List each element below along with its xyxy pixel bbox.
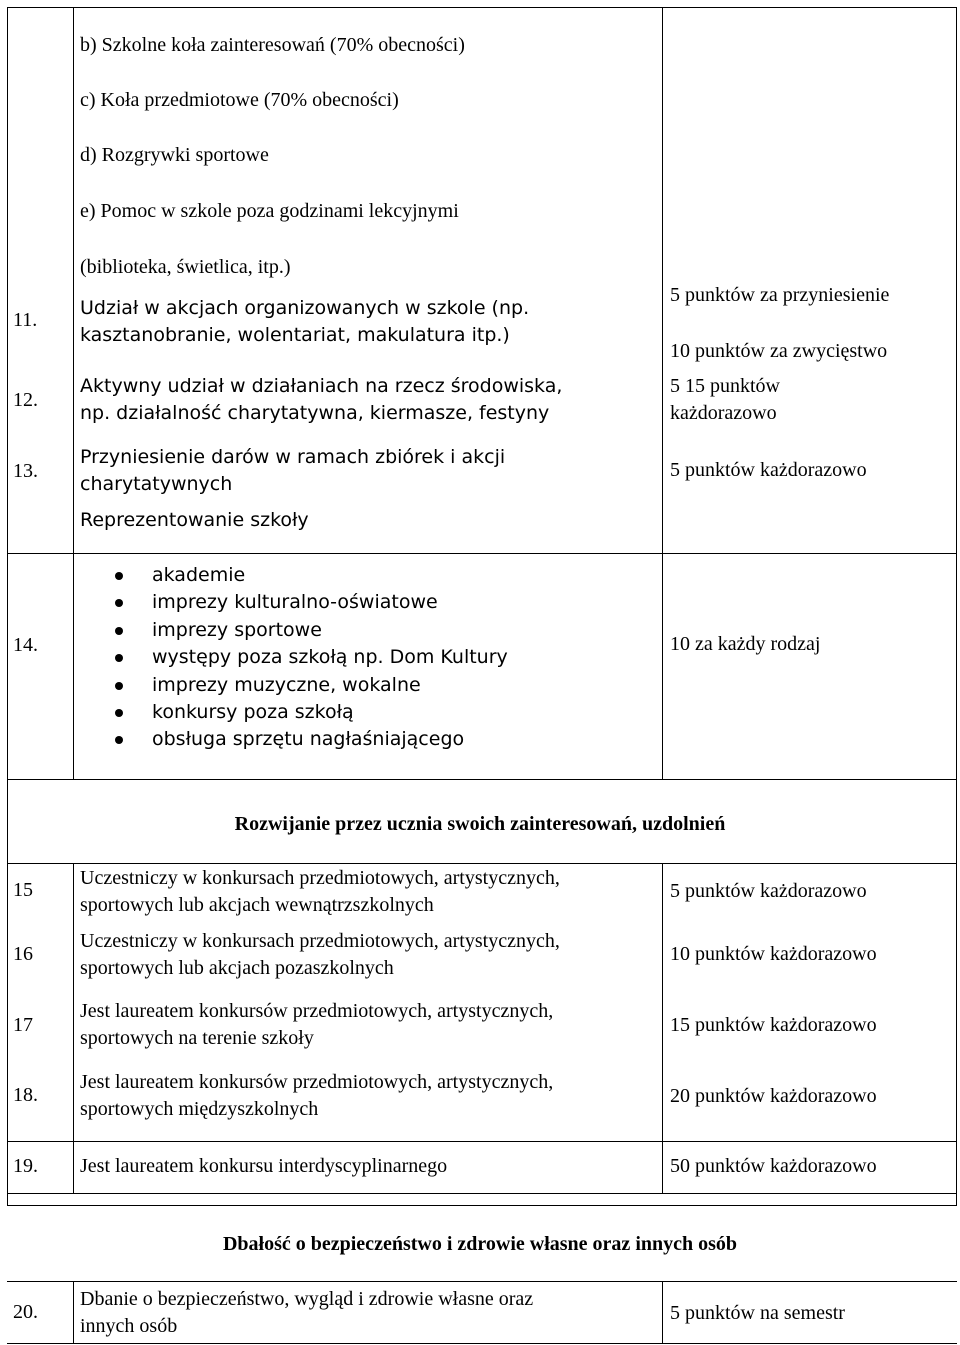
table-border [7, 1193, 957, 1194]
row-number: 14. [13, 634, 38, 656]
row-points: 5 punktów na semestr [670, 1302, 845, 1324]
list-item: występy poza szkołą np. Dom Kultury [115, 644, 508, 671]
table-border [956, 7, 957, 780]
row-description: sportowych międzyszkolnych [80, 1098, 319, 1120]
row-description: innych osób [80, 1315, 178, 1337]
row-number: 12. [13, 389, 38, 411]
row-description: Dbanie o bezpieczeństwo, wygląd i zdrowie własne oraz [80, 1288, 534, 1310]
row-description: np. działalność charytatywna, kiermasze, festyny [80, 402, 550, 424]
row-description: kasztanobranie, wolentariat, makulatura itp.) [80, 324, 510, 346]
row-description: Przyniesienie darów w ramach zbiórek i akcji [80, 446, 506, 468]
row-description: Uczestniczy w konkursach przedmiotowych, artystycznych, [80, 867, 560, 889]
list-item: akademie [115, 562, 508, 589]
row-points: 15 punktów każdorazowo [670, 1014, 877, 1036]
row-number: 15 [13, 879, 33, 901]
table-border [7, 7, 957, 8]
row-points: 5 punktów każdorazowo [670, 459, 867, 481]
row-description: sportowych na terenie szkoły [80, 1027, 314, 1049]
row-description: Jest laureatem konkursów przedmiotowych, artystycznych, [80, 1071, 554, 1093]
list-item: imprezy kulturalno-oświatowe [115, 589, 508, 616]
column-divider [662, 1281, 663, 1344]
row-number: 18. [13, 1084, 38, 1106]
row-points: 20 punktów każdorazowo [670, 1085, 877, 1107]
activity-item: e) Pomoc w szkole poza godzinami lekcyjnymi [80, 200, 459, 222]
table-border [7, 863, 957, 864]
table-border [7, 779, 957, 780]
row-points: 10 za każdy rodzaj [670, 633, 821, 655]
row-number: 19. [13, 1155, 38, 1177]
section-heading: Rozwijanie przez ucznia swoich zainteresowań, uzdolnień [234, 813, 726, 835]
row-number: 13. [13, 460, 38, 482]
representation-list [115, 562, 508, 754]
row-number: 16 [13, 943, 33, 965]
activity-item: (biblioteka, świetlica, itp.) [80, 256, 291, 278]
row-description: Udział w akcjach organizowanych w szkole (np. [80, 297, 530, 319]
row-points: 5 15 punktów [670, 375, 780, 397]
list-item: obsługa sprzętu nagłaśniającego [115, 726, 508, 753]
list-item: imprezy muzyczne, wokalne [115, 672, 508, 699]
row-points: 5 punktów za przyniesienie [670, 284, 890, 306]
column-divider [73, 1281, 74, 1344]
row-description: Reprezentowanie szkoły [80, 509, 309, 531]
section-heading: Dbałość o bezpieczeństwo i zdrowie własne oraz innych osób [222, 1233, 738, 1255]
row-number: 11. [13, 309, 38, 331]
row-description: sportowych lub akcjach pozaszkolnych [80, 957, 394, 979]
column-divider [662, 863, 663, 1142]
row-number: 20. [13, 1301, 38, 1323]
row-divider [7, 553, 957, 554]
column-divider [662, 1141, 663, 1194]
row-points: 10 punktów za zwycięstwo [670, 340, 888, 362]
row-divider [7, 1141, 957, 1142]
row-description: Jest laureatem konkursów przedmiotowych, artystycznych, [80, 1000, 554, 1022]
row-description: charytatywnych [80, 473, 233, 495]
row-points: każdorazowo [670, 402, 777, 424]
row-number: 17 [13, 1014, 33, 1036]
table-border [7, 1343, 957, 1344]
table-border [7, 1205, 957, 1206]
row-description: Jest laureatem konkursu interdyscyplinarnego [80, 1155, 448, 1177]
row-points: 5 punktów każdorazowo [670, 880, 867, 902]
column-divider [73, 7, 74, 780]
row-points: 50 punktów każdorazowo [670, 1155, 877, 1177]
list-item: konkursy poza szkołą [115, 699, 508, 726]
activity-item: d) Rozgrywki sportowe [80, 144, 269, 166]
activity-item: b) Szkolne koła zainteresowań (70% obecności) [80, 34, 465, 56]
row-points: 10 punktów każdorazowo [670, 943, 877, 965]
column-divider [73, 863, 74, 1142]
activity-item: c) Koła przedmiotowe (70% obecności) [80, 89, 399, 111]
column-divider [73, 1141, 74, 1194]
row-description: Uczestniczy w konkursach przedmiotowych, artystycznych, [80, 930, 560, 952]
column-divider [662, 7, 663, 780]
row-description: Aktywny udział w działaniach na rzecz środowiska, [80, 375, 563, 397]
table-border [7, 7, 8, 780]
row-description: sportowych lub akcjach wewnątrzszkolnych [80, 894, 434, 916]
list-item: imprezy sportowe [115, 617, 508, 644]
row-divider [7, 1281, 957, 1282]
